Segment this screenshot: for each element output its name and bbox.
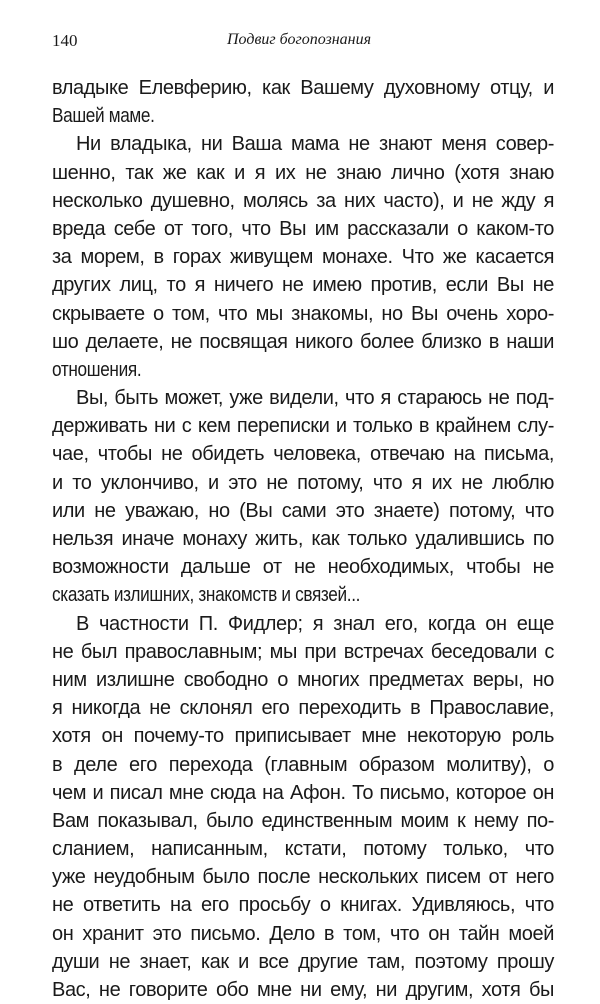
text-line: скрываете о том, что мы знакомы, но Вы очень хоро- (52, 302, 554, 325)
text-line: В частности П. Фидлер; я знал его, когда он еще (76, 612, 554, 635)
text-line: за морем, в горах живущем монахе. Что же касается (52, 246, 554, 269)
text-line: отношения. (52, 358, 142, 381)
text-line: владыке Елевферию, как Вашему духовному отцу, и (52, 77, 554, 99)
text-line: возможности дальше от не необходимых, чтобы не (52, 556, 554, 579)
text-line: несколько душевно, молясь за них часто), и не жду я (52, 189, 554, 212)
text-line: других лиц, то я ничего не имею против, если Вы не (52, 274, 554, 297)
text-line: ним излишне свободно о многих предметах веры, но (52, 668, 554, 691)
body-text (52, 74, 554, 1004)
text-line: в деле его перехода (главным образом молитву), о (52, 753, 554, 776)
text-line: чае, чтобы не обидеть человека, отвечаю на письма, (52, 443, 554, 466)
text-line: я никогда не склонял его переходить в Православие, (52, 697, 554, 720)
text-line: сланием, написанным, кстати, потому только, что (52, 838, 554, 861)
text-line: вреда себе от того, что Вы им рассказали о каком-то (52, 217, 554, 240)
text-line: Ни владыка, ни Ваша мама не знают меня совер- (76, 133, 554, 156)
text-line: Вас, не говорите обо мне ни ему, ни другим, хотя бы (52, 979, 554, 1001)
running-title: Подвиг богопознания (227, 31, 372, 48)
text-line: Вам показывал, было единственным моим к нему по- (52, 809, 554, 832)
text-line: он хранит это письмо. Дело в том, что он тайн моей (52, 922, 554, 945)
text-line: хотя он почему-то приписывает мне некоторую роль (52, 725, 554, 748)
text-line: или не уважаю, но (Вы сами это знаете) потому, что (52, 499, 554, 522)
text-line: не ответить на его просьбу о книгах. Удивляюсь, что (52, 894, 554, 917)
text-line: держивать ни с кем переписки и только в крайнем слу- (52, 415, 554, 438)
text-line: Вы, быть может, уже видели, что я стараюсь не под- (76, 387, 554, 410)
text-line: и то уклончиво, и это не потому, что я их не люблю (52, 471, 554, 494)
text-line: души не знает, как и все другие там, поэтому прошу (52, 950, 554, 973)
page-number: 140 (52, 31, 78, 50)
text-line: нельзя иначе монаху жить, как только удалившись по (52, 528, 554, 550)
text-line: сказать излишних, знакомств и связей... (52, 584, 361, 607)
text-line: чем и писал мне сюда на Афон. То письмо, которое он (52, 781, 554, 804)
text-line: не был православным; мы при встречах беседовали с (52, 640, 554, 663)
running-head (52, 31, 552, 53)
text-line: Вашей маме. (52, 105, 155, 128)
text-line: уже неудобным было после нескольких писем от него (52, 866, 554, 889)
text-line: шо делаете, не посвящая никого более близко в наши (52, 330, 554, 353)
text-line: шенно, так же как и я их не знаю лично (хотя знаю (52, 161, 554, 184)
